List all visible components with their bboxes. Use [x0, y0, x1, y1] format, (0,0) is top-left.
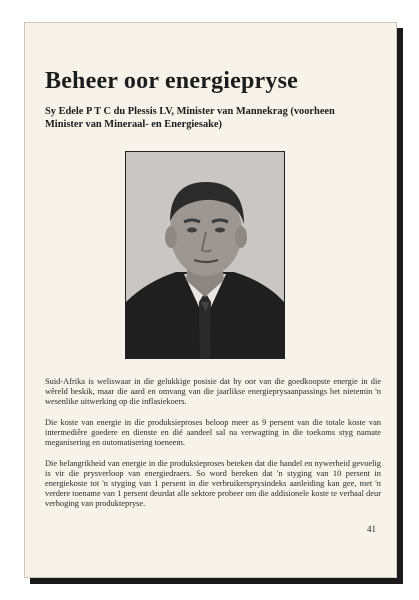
portrait-photo: [125, 151, 285, 359]
document-page: [24, 22, 397, 578]
article-title: Beheer oor energiepryse: [45, 68, 298, 94]
article-paragraph: Die koste van energie in die produksieproses beloop meer as 9 persent van die totale koste van intermediêre goedere en dienste en dié aandeel sal na verwagting in die toekoms styg namate meganisering en outomatisering toeneem.: [45, 418, 381, 448]
article-paragraph: Suid-Afrika is weliswaar in die gelukkige posisie dat hy oor van die goedkoopste energie in die wêreld beskik, maar die aard en omvang van die jaarlikse energieprysaanpassings het nietemin 'n wesenlike uitwerking op die inflasiekoers.: [45, 377, 381, 407]
page-number: 41: [367, 524, 376, 534]
article-paragraph: Die belangrikheid van energie in die produksieproses beteken dat die handel en nywerheid gevoelig is vir die prysverloop van energiedraers. So word bereken dat 'n styging van 10 persent in energiekoste tot 'n styging van 1 persent in die verbruikersprysindeks aanleiding kan gee, met 'n verdere toename van 1 persent deurdat alle sektore probeer om die addisionele koste te verhaal deur verhoging van produktepryse.: [45, 459, 381, 509]
article-byline: Sy Edele P T C du Plessis LV, Minister van Mannekrag (voorheen Minister van Mineraal- en Energiesake): [45, 106, 335, 130]
